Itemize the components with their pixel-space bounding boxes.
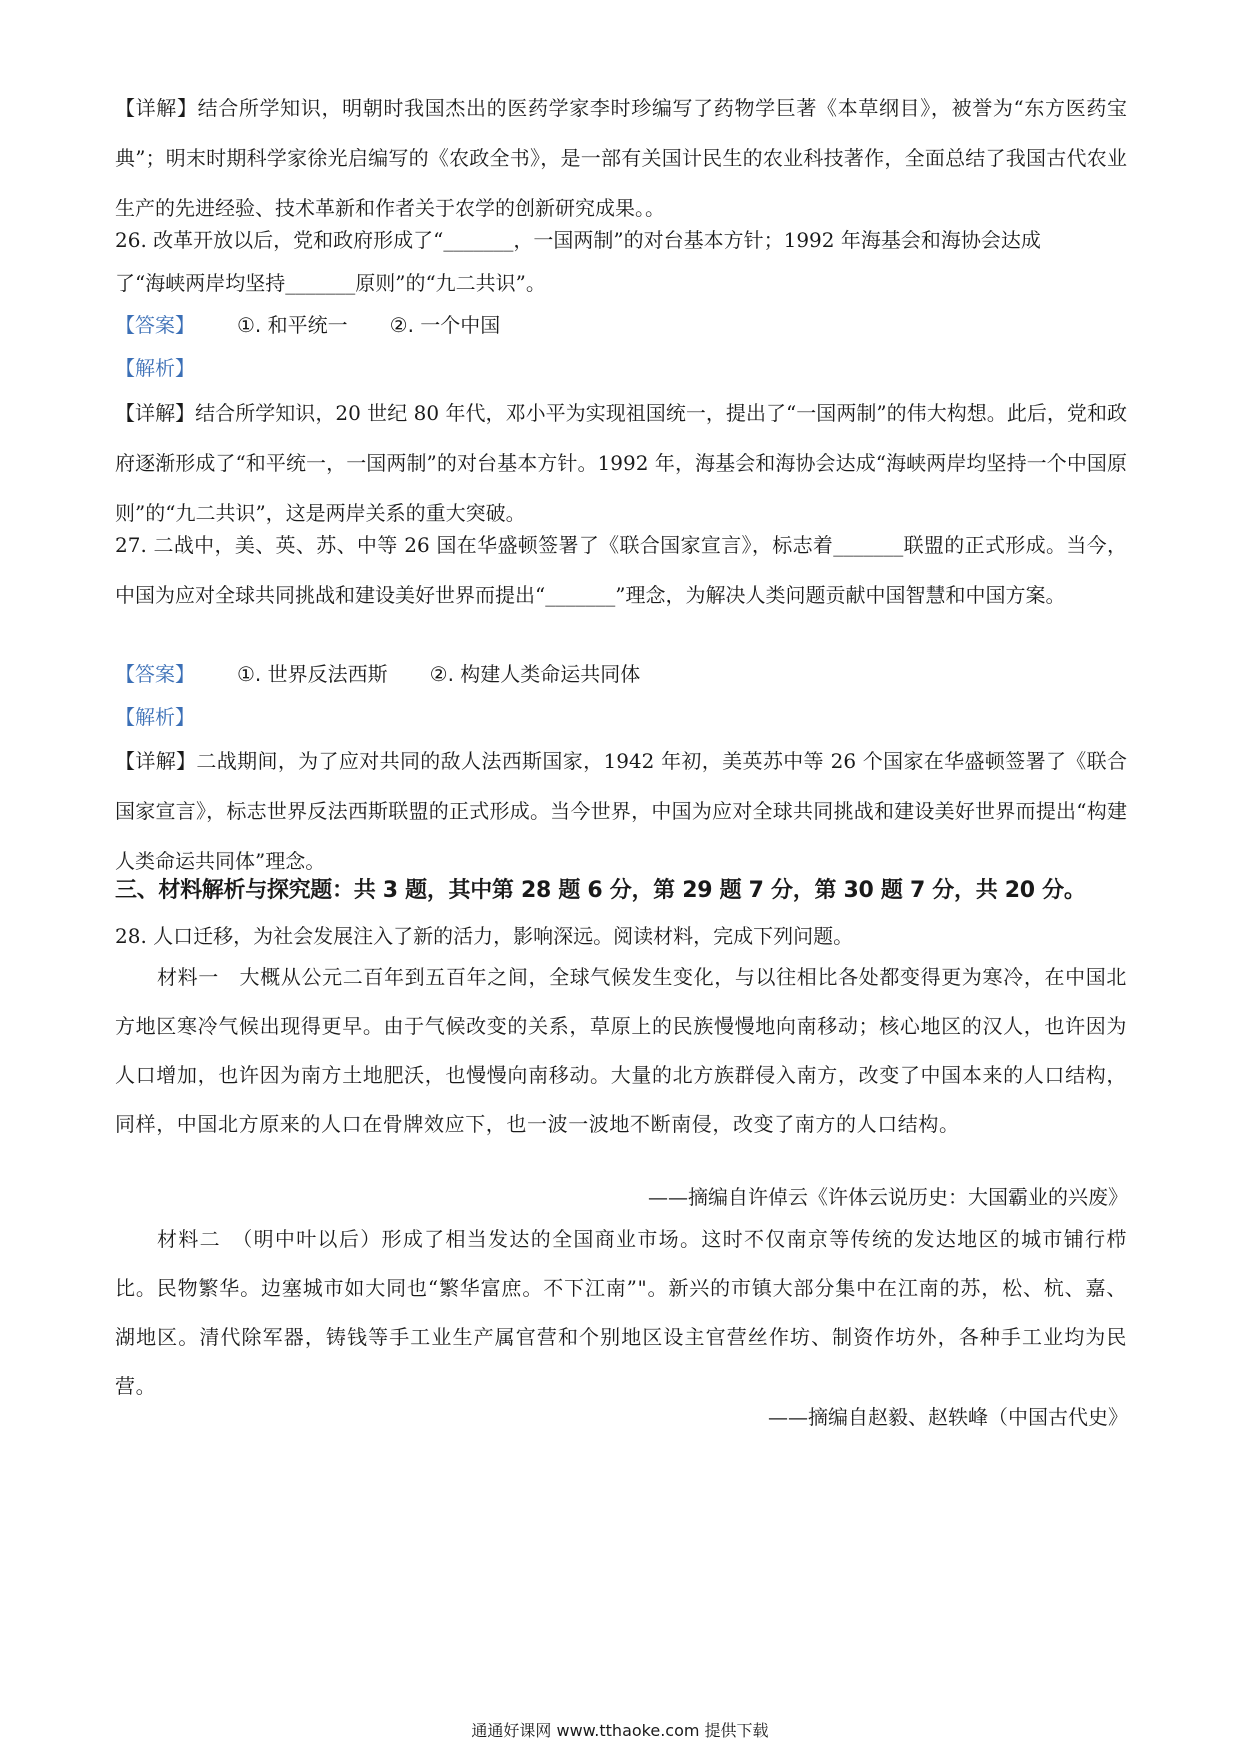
section-heading-3: 三、材料解析与探究题：共 3 题，其中第 28 题 6 分，第 29 题 7 分，第 30 题 7 分，共 20 分。	[115, 878, 1086, 903]
detail-paragraph-25: 【详解】结合所学知识，明朝时我国杰出的医药学家李时珍编写了药物学巨著《本草纲目》，被誉为“东方医药宝典”；明末时期科学家徐光启编写的《农政全书》，是一部有关国计民生的农业科技著作，全面总结了我国古代农业生产的先进经验、技术革新和作者关于农学的创新研究成果。。	[115, 96, 1127, 220]
question-28-intro: 28. 人口迁移，为社会发展注入了新的活力，影响深远。阅读材料，完成下列问题。	[115, 924, 854, 948]
analysis-label-26: 【解析】	[115, 356, 195, 380]
material-2: 材料二 （明中叶以后）形成了相当发达的全国商业市场。这时不仅南京等传统的发达地区的城市铺行栉比。民物繁华。边塞城市如大同也“繁华富庶。不下江南”"。新兴的市镇大部分集中在江南的苏，松、杭、嘉、湖地区。清代除军器，铸钱等手工业生产属官营和个别地区设主官营丝作坊、制资作坊外，各种手工业均为民营。	[115, 1227, 1127, 1398]
question-27: 27. 二战中，美、英、苏、中等 26 国在华盛顿签署了《联合国家宣言》，标志着_______联盟的正式形成。当今，中国为应对全球共同挑战和建设美好世界而提出“_______”理念，为解决人类问题贡献中国智慧和中国方案。	[115, 533, 1127, 607]
answer-choice-2: ②. 构建人类命运共同体	[429, 662, 641, 686]
detail-paragraph-26: 【详解】结合所学知识，20 世纪 80 年代，邓小平为实现祖国统一，提出了“一国两制”的伟大构想。此后，党和政府逐渐形成了“和平统一，一国两制”的对台基本方针。1992 年，海基会和海协会达成“海峡两岸均坚持一个中国原则”的“九二共识”，这是两岸关系的重大突破。	[115, 401, 1127, 525]
answer-label: 【答案】	[115, 313, 195, 337]
analysis-label-27: 【解析】	[115, 705, 195, 729]
material-1-source: ——摘编自许倬云《许体云说历史：大国霸业的兴废》	[648, 1185, 1128, 1209]
answer-choice-1: ①. 和平统一	[237, 313, 348, 337]
answer-label: 【答案】	[115, 662, 195, 686]
question-26-line-1: 26. 改革开放以后，党和政府形成了“_______，一国两制”的对台基本方针；1992 年海基会和海协会达成	[115, 228, 1041, 252]
material-1: 材料一 大概从公元二百年到五百年之间，全球气候发生变化，与以往相比各处都变得更为寒冷，在中国北方地区寒冷气候出现得更早。由于气候改变的关系，草原上的民族慢慢地向南移动；核心地区的汉人，也许因为人口增加，也许因为南方土地肥沃，也慢慢向南移动。大量的北方族群侵入南方，改变了中国本来的人口结构，同样，中国北方原来的人口在骨牌效应下，也一波一波地不断南侵，改变了南方的人口结构。	[115, 965, 1127, 1136]
answer-choice-1: ①. 世界反法西斯	[237, 662, 388, 686]
answer-choice-2: ②. 一个中国	[389, 313, 501, 337]
detail-paragraph-27: 【详解】二战期间，为了应对共同的敌人法西斯国家，1942 年初，美英苏中等 26 个国家在华盛顿签署了《联合国家宣言》，标志世界反法西斯联盟的正式形成。当今世界，中国为应对全球共同挑战和建设美好世界而提出“构建人类命运共同体”理念。	[115, 749, 1127, 873]
page-footer: 通通好课网 www.tthaoke.com 提供下载	[471, 1721, 769, 1740]
material-2-source: ——摘编自赵毅、赵轶峰（中国古代史》	[768, 1405, 1128, 1429]
question-26-line-2: 了“海峡两岸均坚持_______原则”的“九二共识”。	[115, 271, 546, 295]
